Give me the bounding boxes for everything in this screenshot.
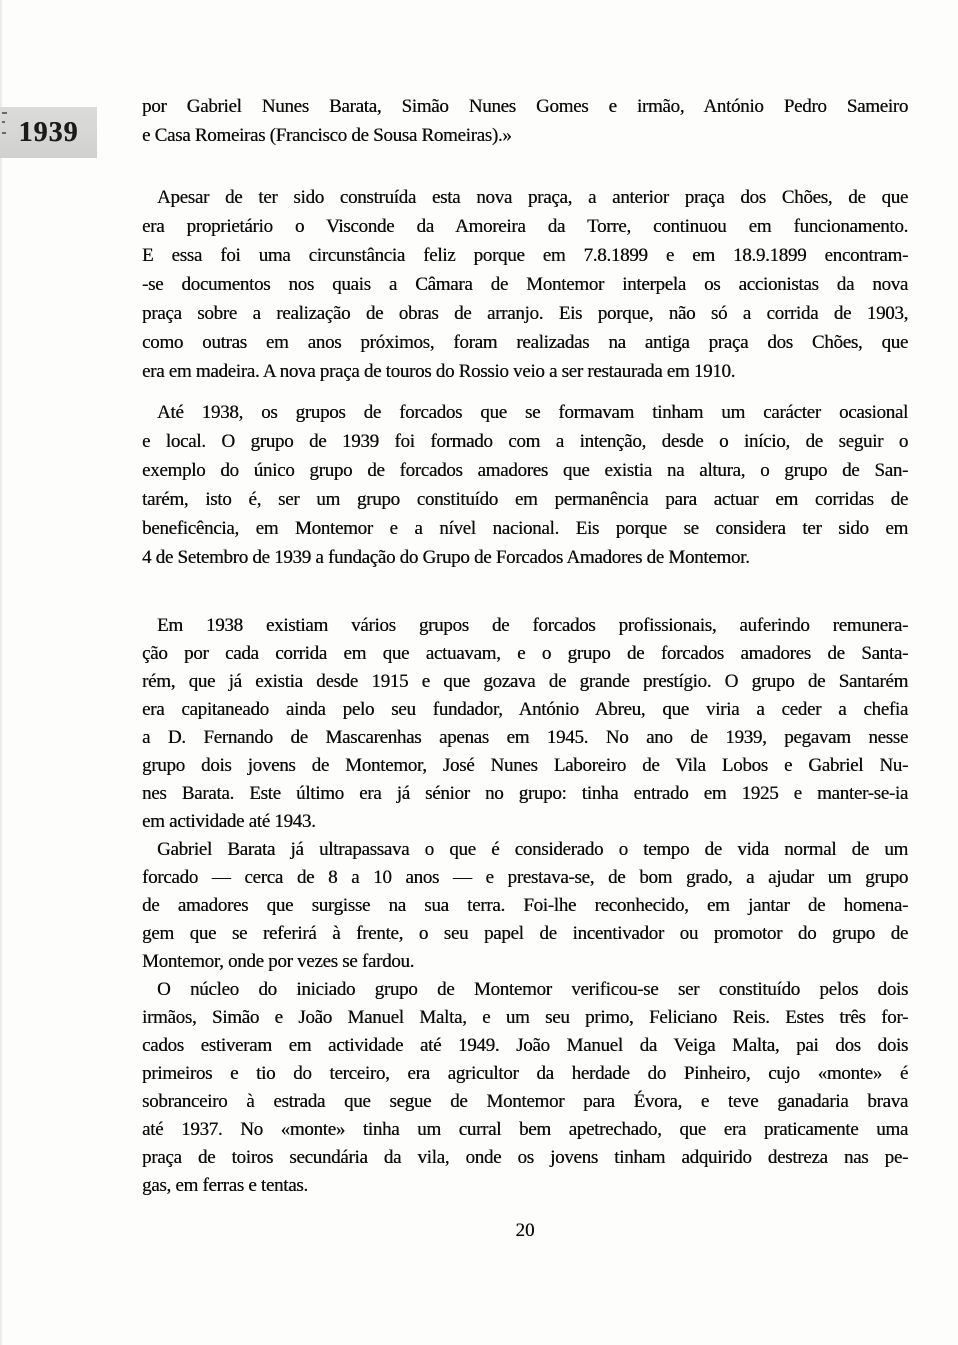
text-line: -se documentos nos quais a Câmara de Montemor interpela os accionistas da nova [142, 274, 908, 295]
text-line: E essa foi uma circunstância feliz porque em 7.8.1899 e em 18.9.1899 encontram- [142, 245, 908, 266]
paragraph [142, 836, 908, 976]
scan-artifact [2, 112, 7, 114]
text-line: praça de toiros secundária da vila, onde os jovens tinham adquirido destreza nas pe- [142, 1147, 908, 1168]
text-line: Montemor, onde por vezes se fardou. [142, 951, 415, 972]
scan-artifact-marks [2, 112, 10, 142]
text-line: era capitaneado ainda pelo seu fundador, António Abreu, que viria a ceder a chefia [142, 699, 908, 720]
text-line: até 1937. No «monte» tinha um curral bem apetrechado, que era praticamente uma [142, 1119, 908, 1140]
text-line: Gabriel Barata já ultrapassava o que é considerado o tempo de vida normal de um [157, 839, 908, 860]
scan-artifact [2, 121, 5, 123]
paragraph [142, 976, 908, 1200]
text-line: por Gabriel Nunes Barata, Simão Nunes Gomes e irmão, António Pedro Sameiro [142, 96, 908, 117]
text-line: era proprietário o Visconde da Amoreira da Torre, continuou em funcionamento. [142, 216, 908, 237]
text-block [142, 92, 908, 1200]
text-line: de amadores que surgisse na sua terra. Foi-lhe reconhecido, em jantar de homena- [142, 895, 908, 916]
text-line: a D. Fernando de Mascarenhas apenas em 1945. No ano de 1939, pegavam nesse [142, 727, 908, 748]
text-line: grupo dois jovens de Montemor, José Nunes Laboreiro de Vila Lobos e Gabriel Nu- [142, 755, 908, 776]
text-line: exemplo do único grupo de forcados amadores que existia na altura, o grupo de San- [142, 460, 908, 481]
year-tab [0, 107, 97, 158]
text-line: gas, em ferras e tentas. [142, 1175, 308, 1196]
text-line: irmãos, Simão e João Manuel Malta, e um seu primo, Feliciano Reis. Estes três for- [142, 1007, 908, 1028]
text-line: tarém, isto é, ser um grupo constituído em permanência para actuar em corridas de [142, 489, 908, 510]
text-line: rém, que já existia desde 1915 e que gozava de grande prestígio. O grupo de Santarém [142, 671, 908, 692]
text-line: primeiros e tio do terceiro, era agricultor da herdade do Pinheiro, cujo «monte» é [142, 1063, 908, 1084]
text-line: nes Barata. Este último era já sénior no grupo: tinha entrado em 1925 e manter-se-ia [142, 783, 908, 804]
text-line: Até 1938, os grupos de forcados que se formavam tinham um carácter ocasional [157, 402, 908, 423]
text-line: Em 1938 existiam vários grupos de forcados profissionais, auferindo remunera- [157, 615, 908, 636]
page-number: 20 [515, 1220, 535, 1241]
text-line: e Casa Romeiras (Francisco de Sousa Romeiras).» [142, 125, 512, 146]
text-line: cados estiveram em actividade até 1949. João Manuel da Veiga Malta, pai dos dois [142, 1035, 908, 1056]
text-line: beneficência, em Montemor e a nível nacional. Eis porque se considera ter sido em [142, 518, 908, 539]
text-line: 4 de Setembro de 1939 a fundação do Grupo de Forcados Amadores de Montemor. [142, 547, 750, 568]
text-line: ção por cada corrida em que actuavam, e o grupo de forcados amadores de Santa- [142, 643, 908, 664]
text-line: era em madeira. A nova praça de touros do Rossio veio a ser restaurada em 1910. [142, 361, 736, 382]
text-line: e local. O grupo de 1939 foi formado com a intenção, desde o início, de seguir o [142, 431, 908, 452]
text-line: praça sobre a realização de obras de arranjo. Eis porque, não só a corrida de 1903, [142, 303, 908, 324]
paragraph [142, 398, 908, 572]
scan-artifact [2, 132, 6, 134]
year-tab-label: 1939 [18, 116, 79, 148]
paragraph [142, 92, 908, 150]
text-line: O núcleo do iniciado grupo de Montemor verificou-se ser constituído pelos dois [157, 979, 908, 1000]
text-line: sobranceiro à estrada que segue de Montemor para Évora, e teve ganadaria brava [142, 1091, 908, 1112]
text-line: como outras em anos próximos, foram realizadas na antiga praça dos Chões, que [142, 332, 908, 353]
text-line: gem que se referirá à frente, o seu papel de incentivador ou promotor do grupo de [142, 923, 908, 944]
scan-edge-shadow [0, 0, 3, 1345]
text-line: forcado — cerca de 8 a 10 anos — e prestava-se, de bom grado, a ajudar um grupo [142, 867, 908, 888]
text-line: Apesar de ter sido construída esta nova praça, a anterior praça dos Chões, de que [157, 187, 908, 208]
text-line: em actividade até 1943. [142, 811, 316, 832]
paragraph [142, 612, 908, 836]
paragraph [142, 183, 908, 386]
